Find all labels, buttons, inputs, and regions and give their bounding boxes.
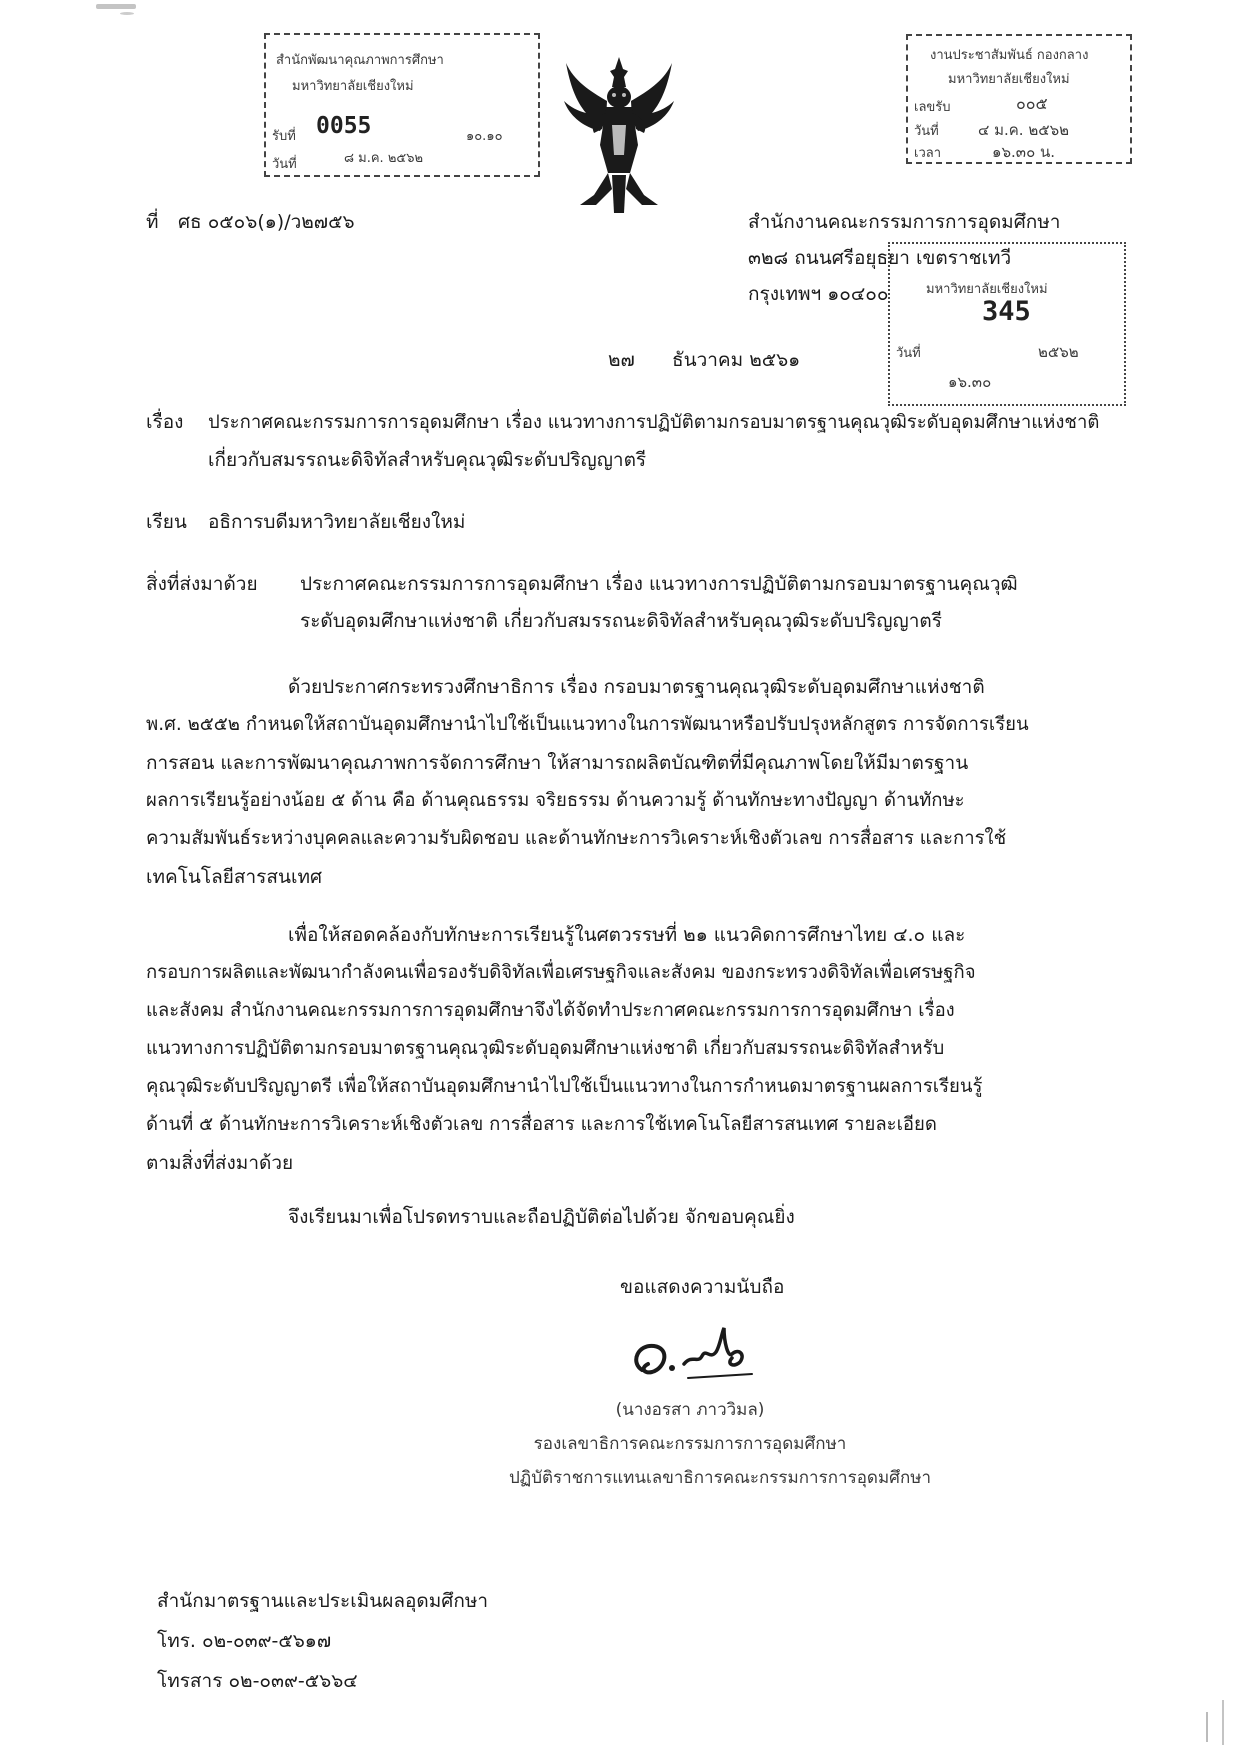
paragraph-1-line: ด้วยประกาศกระทรวงศึกษาธิการ เรื่อง กรอบมาตรฐานคุณวุฒิระดับอุดมศึกษาแห่งชาติ (288, 676, 985, 698)
signer-name: (นางอรสา ภาววิมล) (615, 1400, 765, 1420)
stamp-right-date-label: วันที่ (914, 124, 939, 139)
stamp-right-date: ๔ ม.ค. ๒๕๖๒ (978, 121, 1069, 139)
stamp-left-date-label: วันที่ (272, 157, 297, 172)
signer-title-2: ปฏิบัติราชการแทนเลขาธิการคณะกรรมการการอุดมศึกษา (508, 1468, 931, 1488)
stamp-right-receipt-no: ๐๐๕ (1016, 94, 1048, 113)
stamp-right-time: ๑๖.๓๐ น. (992, 143, 1056, 161)
stamp-left-receipt-time: ๑๐.๑๐ (466, 129, 503, 144)
signer-title-1: รองเลขาธิการคณะกรรมการการอุดมศึกษา (533, 1434, 847, 1454)
signature-mark (628, 1318, 768, 1388)
enclosure-label: สิ่งที่ส่งมาด้วย (146, 573, 258, 595)
receipt-stamp-left (264, 33, 540, 177)
footer-phone: โทร. ๐๒-๐๓๙-๕๖๑๗ (157, 1630, 332, 1652)
stamp-right-receipt-label: เลขรับ (914, 100, 951, 115)
stamp-left-receipt-no: 0055 (316, 113, 372, 139)
stamp-left-line2: มหาวิทยาลัยเชียงใหม่ (292, 79, 414, 94)
paragraph-1-line: พ.ศ. ๒๕๕๒ กำหนดให้สถาบันอุดมศึกษานำไปใช้เป็นแนวทางในการพัฒนาหรือปรับปรุงหลักสูตร การจัดการเรียน (146, 714, 1029, 735)
stamp-center-date-label: วันที่ (896, 346, 921, 361)
letter-date: ธันวาคม ๒๕๖๑ (672, 349, 801, 371)
reference-number: ศธ ๐๕๐๖(๑)/ว๒๗๕๖ (178, 211, 355, 233)
stamp-center-time: ๑๖.๓๐ (948, 373, 992, 391)
paragraph-2-line: เพื่อให้สอดคล้องกับทักษะการเรียนรู้ในศตวรรษที่ ๒๑ แนวคิดการศึกษาไทย ๔.๐ และ (288, 924, 966, 946)
stamp-left-receipt-label: รับที่ (272, 129, 296, 144)
enclosure-line1: ประกาศคณะกรรมการการอุดมศึกษา เรื่อง แนวทางการปฏิบัติตามกรอบมาตรฐานคุณวุฒิ (300, 573, 1018, 595)
paragraph-1-line: เทคโนโลยีสารสนเทศ (146, 866, 323, 888)
scan-speck (1222, 1700, 1224, 1745)
scan-speck (96, 4, 136, 9)
paragraph-1-line: ความสัมพันธ์ระหว่างบุคคลและความรับผิดชอบ และด้านทักษะการวิเคราะห์เชิงตัวเลข การสื่อสาร และการใช้ (146, 828, 1007, 849)
recipient-label: เรียน (146, 511, 187, 533)
paragraph-2-line: คุณวุฒิระดับปริญญาตรี เพื่อให้สถาบันอุดมศึกษานำไปใช้เป็นแนวทางในการกำหนดมาตรฐานผลการเรียนรู้ (146, 1076, 983, 1097)
scan-speck (1206, 1712, 1208, 1742)
stamp-left-line1: สำนักพัฒนาคุณภาพการศึกษา (276, 53, 444, 68)
stamp-left-date: ๘ ม.ค. ๒๕๖๒ (344, 151, 424, 166)
stamp-center-date: ๒๕๖๒ (1038, 343, 1079, 361)
stamp-center-receipt-no: 345 (982, 296, 1031, 327)
office-address-line2: กรุงเทพฯ ๑๐๔๐๐ (748, 283, 889, 305)
paragraph-2-line: แนวทางการปฏิบัติตามกรอบมาตรฐานคุณวุฒิระดับอุดมศึกษาแห่งชาติ เกี่ยวกับสมรรถนะดิจิทัลสำหรับ (146, 1038, 945, 1059)
garuda-emblem-icon (560, 55, 678, 215)
office-name: สำนักงานคณะกรรมการการอุดมศึกษา (748, 211, 1061, 233)
stamp-right-line2: มหาวิทยาลัยเชียงใหม่ (948, 72, 1070, 87)
scan-speck (120, 12, 134, 15)
paragraph-1-line: ผลการเรียนรู้อย่างน้อย ๕ ด้าน คือ ด้านคุณธรรม จริยธรรม ด้านความรู้ ด้านทักษะทางปัญญา ด้านทักษะ (146, 790, 965, 811)
subject-line2: เกี่ยวกับสมรรถนะดิจิทัลสำหรับคุณวุฒิระดับปริญญาตรี (208, 449, 647, 471)
paragraph-2-line: ด้านที่ ๕ ด้านทักษะการวิเคราะห์เชิงตัวเลข การสื่อสาร และการใช้เทคโนโลยีสารสนเทศ รายละเอียด (146, 1114, 937, 1135)
paragraph-1-line: การสอน และการพัฒนาคุณภาพการจัดการศึกษา ให้สามารถผลิตบัณฑิตที่มีคุณภาพโดยให้มีมาตรฐาน (146, 752, 969, 774)
footer-department: สำนักมาตรฐานและประเมินผลอุดมศึกษา (157, 1590, 489, 1612)
paragraph-2-line: กรอบการผลิตและพัฒนากำลังคนเพื่อรองรับดิจิทัลเพื่อเศรษฐกิจและสังคม ของกระทรวงดิจิทัลเพื่อเศรษฐกิจ (146, 962, 976, 983)
letter-date-day: ๒๗ (608, 349, 635, 371)
recipient-name: อธิการบดีมหาวิทยาลัยเชียงใหม่ (208, 511, 466, 533)
stamp-center-line1: มหาวิทยาลัยเชียงใหม่ (926, 282, 1048, 297)
paragraph-2-line: และสังคม สำนักงานคณะกรรมการการอุดมศึกษาจึงได้จัดทำประกาศคณะกรรมการการอุดมศึกษา เรื่อง (146, 1000, 955, 1021)
footer-fax: โทรสาร ๐๒-๐๓๙-๕๖๖๔ (157, 1670, 358, 1692)
subject-label: เรื่อง (146, 411, 184, 433)
closing-paragraph: จึงเรียนมาเพื่อโปรดทราบและถือปฏิบัติต่อไปด้วย จักขอบคุณยิ่ง (288, 1206, 795, 1228)
stamp-right-line1: งานประชาสัมพันธ์ กองกลาง (930, 48, 1089, 63)
receipt-stamp-right (906, 34, 1132, 164)
stamp-right-time-label: เวลา (914, 146, 942, 161)
reference-label: ที่ (146, 211, 159, 233)
paragraph-2-line: ตามสิ่งที่ส่งมาด้วย (146, 1152, 294, 1174)
regards-text: ขอแสดงความนับถือ (620, 1276, 785, 1298)
office-address-line1: ๓๒๘ ถนนศรีอยุธยา เขตราชเทวี (748, 247, 1012, 269)
subject-line1: ประกาศคณะกรรมการการอุดมศึกษา เรื่อง แนวทางการปฏิบัติตามกรอบมาตรฐานคุณวุฒิระดับอุดมศึกษาแห่งชาติ (208, 412, 1100, 433)
enclosure-line2: ระดับอุดมศึกษาแห่งชาติ เกี่ยวกับสมรรถนะดิจิทัลสำหรับคุณวุฒิระดับปริญญาตรี (300, 610, 942, 632)
